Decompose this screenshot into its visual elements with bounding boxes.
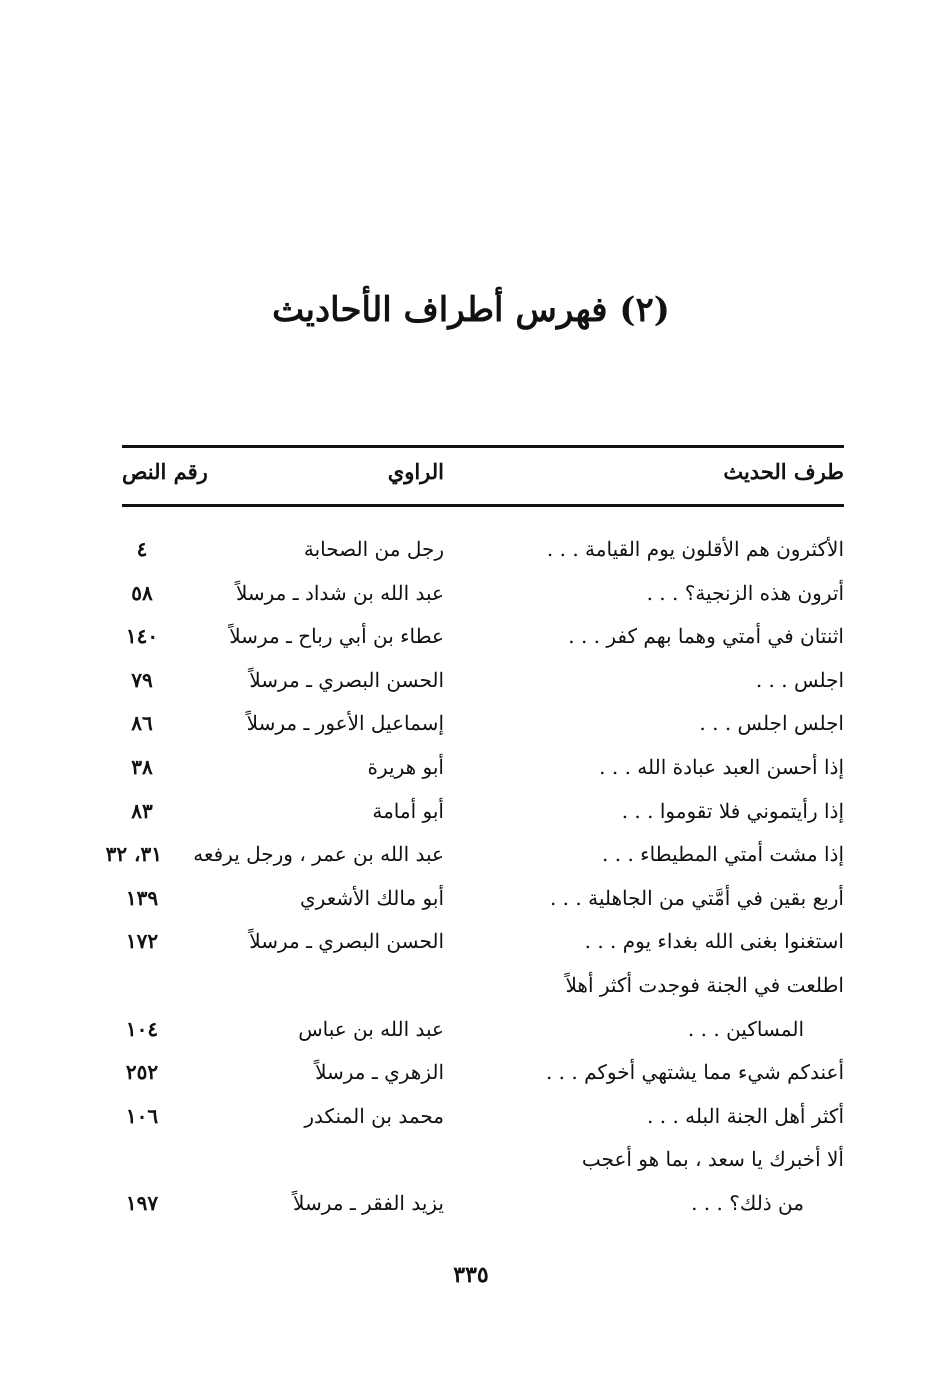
table-row xyxy=(122,615,844,659)
rawi-cell: الزهري ـ مرسلاً xyxy=(315,1060,444,1085)
hadith-cell: أعندكم شيء مما يشتهي أخوكم . . . xyxy=(545,1060,844,1085)
table-row xyxy=(122,746,844,790)
table-row xyxy=(122,1008,844,1052)
hadith-cell: اثنتان في أمتي وهما بهم كفر . . . xyxy=(568,624,844,649)
table-row xyxy=(122,528,844,572)
rawi-cell: الحسن البصري ـ مرسلاً xyxy=(249,929,444,954)
table-row xyxy=(105,833,844,877)
table-row xyxy=(122,877,844,921)
number-cell: ٨٦ xyxy=(131,711,153,736)
table-row xyxy=(122,1138,844,1182)
hadith-cell: إذا مشت أمتي المطيطاء . . . xyxy=(602,842,844,867)
rawi-cell: يزيد الفقر ـ مرسلاً xyxy=(293,1190,444,1215)
number-cell: ٣١، ٣٢ xyxy=(105,842,162,867)
page-number: ٣٣٥ xyxy=(453,1262,489,1288)
rawi-cell: عبد الله بن عمر ، ورجل يرفعه xyxy=(193,842,444,867)
page-title: (٢) فهرس أطراف الأحاديث xyxy=(272,290,670,330)
table-row xyxy=(122,790,844,834)
rawi-cell: أبو هريرة xyxy=(367,754,444,779)
hadith-cell: أكثر أهل الجنة البله . . . xyxy=(647,1103,844,1128)
table-row xyxy=(122,572,844,616)
header-rawi: الراوي xyxy=(387,459,444,484)
rawi-cell: عبد الله بن شداد ـ مرسلاً xyxy=(235,580,444,605)
hadith-cell: إذا أحسن العبد عبادة الله . . . xyxy=(599,754,844,779)
header-hadith: طرف الحديث xyxy=(723,459,844,484)
table-body xyxy=(105,528,844,1226)
rawi-cell: محمد بن المنكدر xyxy=(304,1103,444,1128)
hadith-cell: اطلعت في الجنة فوجدت أكثر أهلاً xyxy=(565,972,844,997)
rawi-cell: عبد الله بن عباس xyxy=(298,1016,444,1041)
table-header xyxy=(122,459,844,495)
number-cell: ٧٩ xyxy=(131,667,153,692)
hadith-cell: الأكثرون هم الأقلون يوم القيامة . . . xyxy=(546,537,844,561)
number-cell: ٣٨ xyxy=(131,754,153,779)
table-row xyxy=(122,659,844,703)
table-header-rule xyxy=(122,504,844,507)
hadith-cell: ألا أخبرك يا سعد ، بما هو أعجب xyxy=(581,1147,844,1172)
rawi-cell: أبو أمامة xyxy=(372,798,444,823)
rawi-cell: إسماعيل الأعور ـ مرسلاً xyxy=(246,711,444,736)
header-number: رقم النص xyxy=(122,459,208,484)
table-row xyxy=(122,964,844,1008)
table-row xyxy=(122,920,844,964)
number-cell: ١٣٩ xyxy=(125,885,159,910)
table-row xyxy=(122,1182,844,1226)
hadith-cell: اجلس . . . xyxy=(755,667,844,692)
hadith-cell: أترون هذه الزنجية؟ . . . xyxy=(646,580,844,605)
number-cell: ١٧٢ xyxy=(125,929,159,954)
hadith-cell: من ذلك؟ . . . xyxy=(691,1190,804,1215)
number-cell: ١٤٠ xyxy=(125,624,159,649)
hadith-cell: اجلس اجلس . . . xyxy=(699,711,844,736)
table-row xyxy=(122,1051,844,1095)
table-top-rule xyxy=(122,445,844,448)
number-cell: ١٠٤ xyxy=(125,1016,159,1041)
table-row xyxy=(122,1095,844,1139)
hadith-cell: استغنوا بغنى الله بغداء يوم . . . xyxy=(584,929,844,954)
hadith-cell: إذا رأيتموني فلا تقوموا . . . xyxy=(621,798,844,823)
number-cell: ٨٣ xyxy=(131,798,153,823)
number-cell: ١٩٧ xyxy=(125,1190,159,1215)
rawi-cell: رجل من الصحابة xyxy=(303,537,444,561)
table-row xyxy=(122,702,844,746)
number-cell: ٢٥٢ xyxy=(125,1060,159,1085)
hadith-cell: أربع بقين في أمَّتي من الجاهلية . . . xyxy=(549,885,844,910)
rawi-cell: عطاء بن أبي رباح ـ مرسلاً xyxy=(229,624,444,649)
rawi-cell: أبو مالك الأشعري xyxy=(300,885,444,910)
number-cell: ٤ xyxy=(136,537,148,561)
number-cell: ٥٨ xyxy=(131,580,153,605)
hadith-cell: المساكين . . . xyxy=(687,1016,804,1041)
rawi-cell: الحسن البصري ـ مرسلاً xyxy=(249,667,444,692)
number-cell: ١٠٦ xyxy=(125,1103,159,1128)
